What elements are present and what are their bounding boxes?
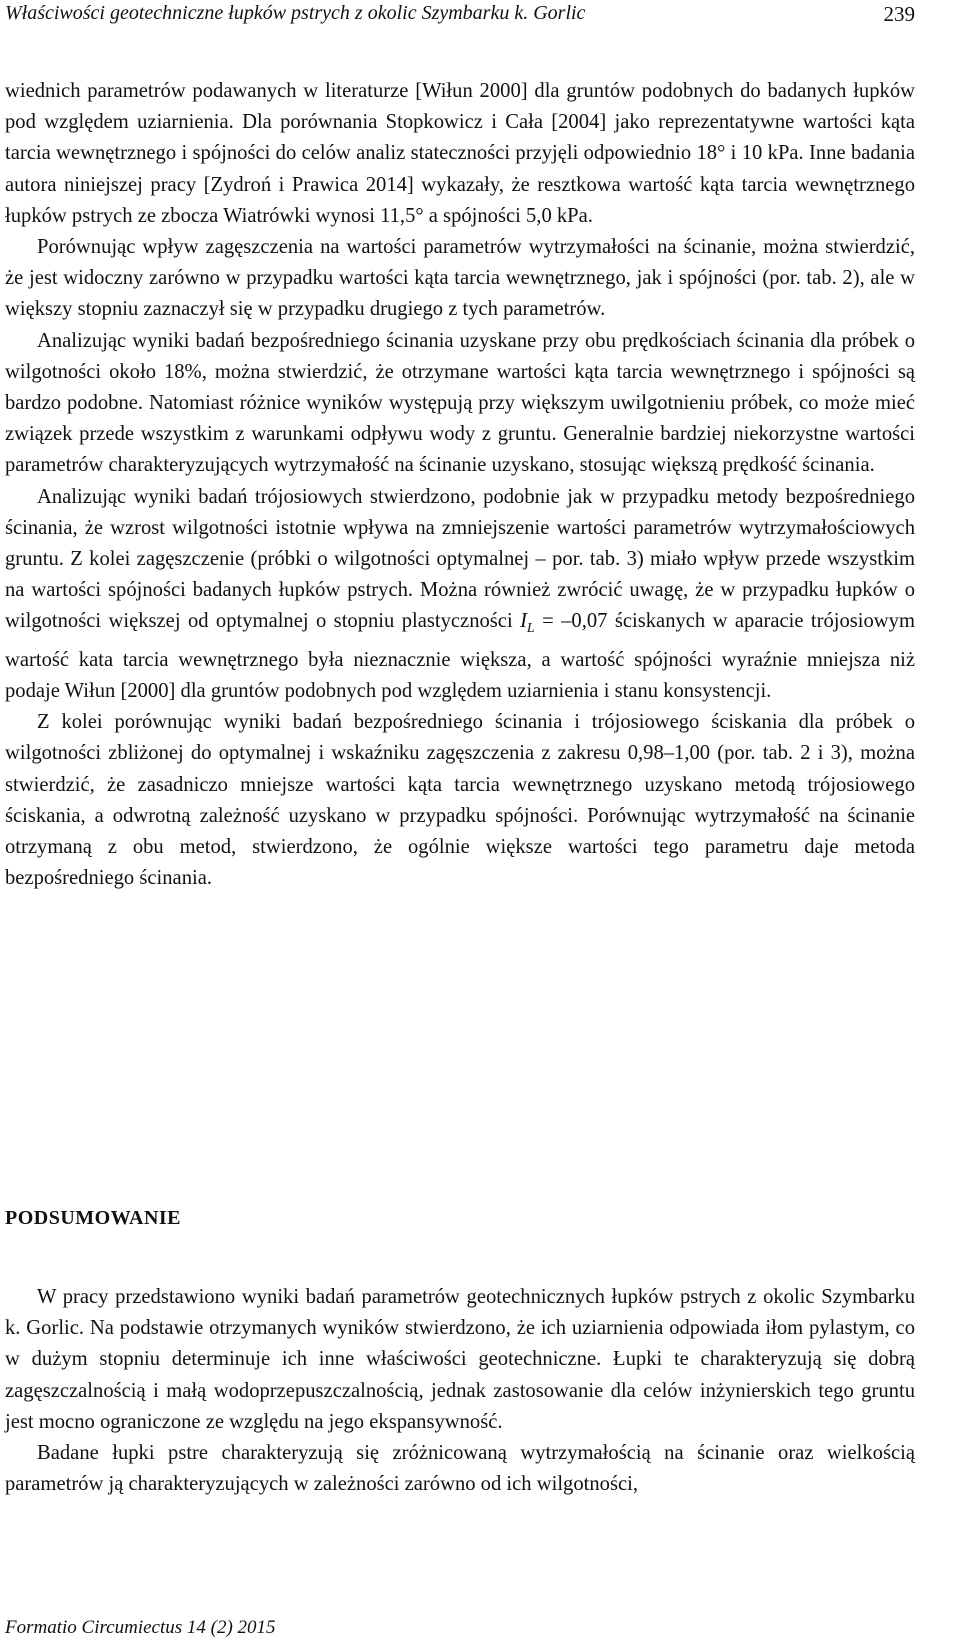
paragraph-triaxial-text-b: = –0,07 ściskanych w aparacie trójosiowym wartość kata tarcia wewnętrznego była nieznacznie większa, a wartość spójności wyraźnie mniejsza niż podaje Wiłun [2000] dla gruntów podobnych pod względem uziarnienia i stanu konsystencji. <box>5 610 915 702</box>
main-text <box>5 76 915 894</box>
paragraph-compaction: Porównując wpływ zagęszczenia na wartości parametrów wytrzymałości na ścinanie, można stwierdzić, że jest widoczny zarówno w przypadku wartości kąta tarcia wewnętrznego, jak i spójności (por. tab. 2), ale w większy stopniu zaznaczył się w przypadku drugiego z tych parametrów. <box>5 236 915 321</box>
journal-footer: Formatio Circumiectus 14 (2) 2015 <box>5 1617 276 1638</box>
paragraph-direct-shear: Analizując wyniki badań bezpośredniego ścinania uzyskane przy obu prędkościach ścinania dla próbek o wilgotności około 18%, można stwierdzić, że otrzymane wartości kąta tarcia wewnętrznego i spójności są bardzo podobne. Natomiast różnice wyników występują przy większym uwilgotnieniu próbek, co może mieć związek przede wszystkim z warunkami odpływu wody z gruntu. Generalnie bardziej niekorzystne wartości parametrów charakteryzujących wytrzymałość na ścinanie uzyskano, stosując większą prędkość ścinania. <box>5 329 915 477</box>
running-header <box>5 2 915 32</box>
summary-text <box>5 1282 915 1500</box>
summary-paragraph-2: Badane łupki pstre charakteryzują się zróżnicowaną wytrzymałością na ścinanie oraz wielkością parametrów ją charakteryzujących w zależności zarówno od ich wilgotności, <box>5 1442 915 1496</box>
paragraph-triaxial-text-a: Analizując wyniki badań trójosiowych stwierdzono, podobnie jak w przypadku metody bezpośredniego ścinania, że wzrost wilgotności istotnie wpływa na zmniejszenie wartości parametrów wytrzymałościowych gruntu. Z kolei zagęszczenie (próbki o wilgotności optymalnej – por. tab. 3) miało wpływ przede wszystkim na wartości spójności badanych łupków pstrych. Można również zwrócić uwagę, że w przypadku łupków o wilgotności większej od optymalnej o stopniu plastyczności <box>5 485 915 633</box>
plasticity-subscript: L <box>526 621 535 637</box>
paragraph-triaxial <box>5 482 915 708</box>
summary-paragraph-1: W pracy przedstawiono wyniki badań parametrów geotechnicznych łupków pstrych z okolic Szymbarku k. Gorlic. Na podstawie otrzymanych wyników stwierdzono, że ich uziarnienia odpowiada iłom pylastym, co w dużym stopniu determinuje ich inne właściwości geotechniczne. Łupki te charakteryzują się dobrą zagęszczalnością i małą wodoprzepuszczalnością, jednak zastosowanie dla celów inżynierskich tego gruntu jest mocno ograniczone ze względu na jego ekspansywność. <box>5 1286 915 1433</box>
page-number: 239 <box>883 2 915 26</box>
running-title: Właściwości geotechniczne łupków pstrych z okolic Szymbarku k. Gorlic <box>5 2 586 24</box>
paragraph-comparison: Z kolei porównując wyniki badań bezpośredniego ścinania i trójosiowego ściskania dla próbek o wilgotności zbliżonej do optymalnej i wskaźniku zagęszczenia z zakresu 0,98–1,00 (por. tab. 2 i 3), można stwierdzić, że zasadniczo mniejsze wartości kąta tarcia wewnętrznego uzyskano metodą trójosiowego ściskania, a odwrotną zależność uzyskano w przypadku spójności. Porównując wytrzymałość na ścinanie otrzymaną z obu metod, stwierdzono, że ogólnie większe wartości tego parametru daje metoda bezpośredniego ścinania. <box>5 711 915 890</box>
paragraph-continued: wiednich parametrów podawanych w literaturze [Wiłun 2000] dla gruntów podobnych do badanych łupków pod względem uziarnienia. Dla porównania Stopkowicz i Cała [2004] jako reprezentatywne wartości kąta tarcia wewnętrznego i spójności do celów analiz stateczności przyjęli odpowiednio 18° i 10 kPa. Inne badania autora niniejszej pracy [Zydroń i Prawica 2014] wykazały, że resztkowa wartość kąta tarcia wewnętrznego łupków pstrych ze zbocza Wiatrówki wynosi 11,5° a spójności 5,0 kPa. <box>5 80 915 227</box>
section-heading: PODSUMOWANIE <box>5 1207 182 1229</box>
plasticity-symbol: I <box>520 610 527 633</box>
